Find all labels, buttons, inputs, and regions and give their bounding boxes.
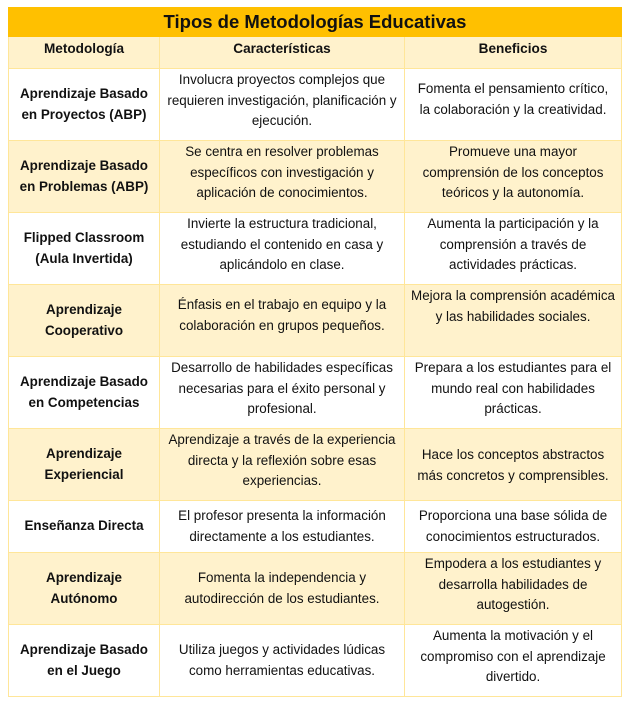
cell-caracteristicas: El profesor presenta la información directamente a los estudiantes. [160,501,405,553]
table-row [9,553,622,625]
methodologies-table-container [8,7,621,697]
column-header-caracteristicas: Características [160,37,405,69]
table-title: Tipos de Metodologías Educativas [9,8,622,37]
cell-caracteristicas: Énfasis en el trabajo en equipo y la colaboración en grupos pequeños. [160,285,405,357]
cell-beneficios: Aumenta la participación y la comprensión a través de actividades prácticas. [405,213,622,285]
cell-metodologia: Aprendizaje Basado en el Juego [9,625,160,697]
cell-beneficios: Hace los conceptos abstractos más concretos y comprensibles. [405,429,622,501]
cell-metodologia: Aprendizaje Basado en Proyectos (ABP) [9,69,160,141]
table-row [9,357,622,429]
cell-metodologia: Enseñanza Directa [9,501,160,553]
table-row [9,625,622,697]
cell-beneficios: Fomenta el pensamiento crítico, la colaboración y la creatividad. [405,69,622,141]
cell-caracteristicas: Aprendizaje a través de la experiencia directa y la reflexión sobre esas experiencias. [160,429,405,501]
table-row [9,285,622,357]
cell-metodologia: Aprendizaje Experiencial [9,429,160,501]
cell-caracteristicas: Fomenta la independencia y autodirección de los estudiantes. [160,553,405,625]
table-row [9,501,622,553]
column-header-metodologia: Metodología [9,37,160,69]
table-header-row [9,37,622,69]
table-row [9,69,622,141]
methodologies-table [8,7,622,697]
table-row [9,141,622,213]
cell-metodologia: Aprendizaje Autónomo [9,553,160,625]
cell-metodologia: Flipped Classroom (Aula Invertida) [9,213,160,285]
cell-beneficios: Aumenta la motivación y el compromiso con el aprendizaje divertido. [405,625,622,697]
cell-metodologia: Aprendizaje Basado en Competencias [9,357,160,429]
cell-beneficios: Prepara a los estudiantes para el mundo real con habilidades prácticas. [405,357,622,429]
cell-caracteristicas: Involucra proyectos complejos que requieren investigación, planificación y ejecución. [160,69,405,141]
cell-beneficios: Mejora la comprensión académica y las habilidades sociales. [405,285,622,357]
cell-beneficios: Empodera a los estudiantes y desarrolla habilidades de autogestión. [405,553,622,625]
cell-metodologia: Aprendizaje Basado en Problemas (ABP) [9,141,160,213]
cell-caracteristicas: Se centra en resolver problemas específicos con investigación y aplicación de conocimientos. [160,141,405,213]
table-row [9,429,622,501]
table-title-row [9,8,622,37]
cell-metodologia: Aprendizaje Cooperativo [9,285,160,357]
cell-beneficios: Promueve una mayor comprensión de los conceptos teóricos y la autonomía. [405,141,622,213]
table-row [9,213,622,285]
cell-caracteristicas: Utiliza juegos y actividades lúdicas como herramientas educativas. [160,625,405,697]
column-header-beneficios: Beneficios [405,37,622,69]
cell-beneficios: Proporciona una base sólida de conocimientos estructurados. [405,501,622,553]
cell-caracteristicas: Invierte la estructura tradicional, estudiando el contenido en casa y aplicándolo en clase. [160,213,405,285]
cell-caracteristicas: Desarrollo de habilidades específicas necesarias para el éxito personal y profesional. [160,357,405,429]
